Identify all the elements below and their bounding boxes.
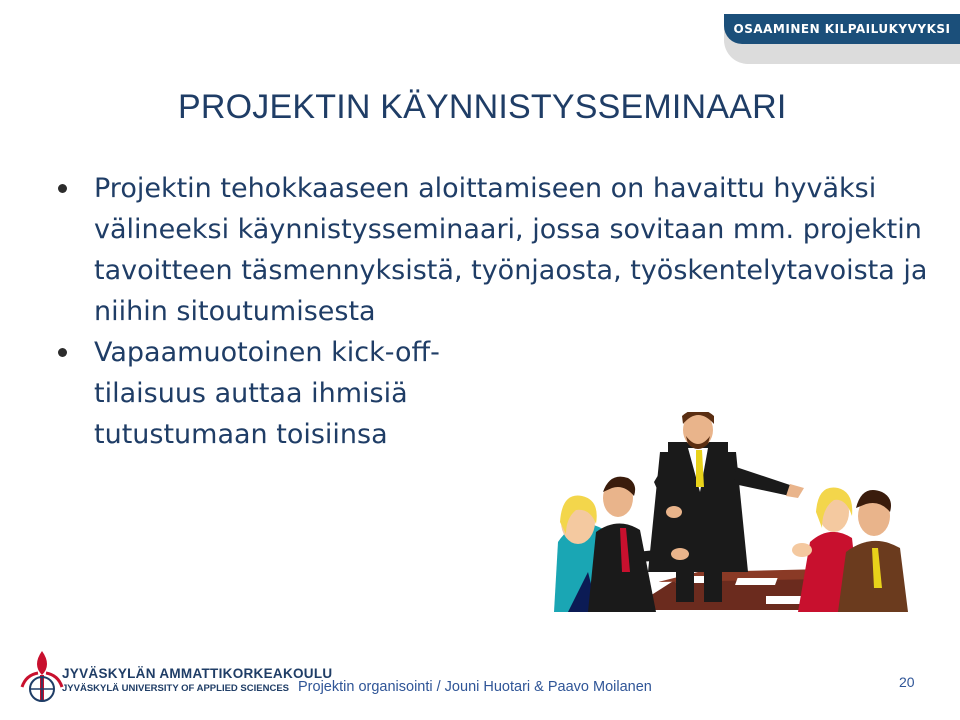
school-name xyxy=(62,666,332,694)
slide-title: PROJEKTIN KÄYNNISTYSSEMINAARI xyxy=(178,88,787,126)
bullet-text: Vapaamuotoinen kick-off-tilaisuus auttaa ihmisiä tutustumaan toisiinsa xyxy=(94,337,440,450)
bullet-item-1 xyxy=(58,168,934,332)
school-name-en: JYVÄSKYLÄ UNIVERSITY OF APPLIED SCIENCES xyxy=(62,683,289,694)
meeting-clipart xyxy=(548,412,914,612)
header-banner xyxy=(724,14,960,44)
page-number: 20 xyxy=(899,674,915,690)
footer-text: Projektin organisointi / Jouni Huotari & Paavo Moilanen xyxy=(298,679,652,695)
banner-text: OSAAMINEN KILPAILUKYVYKSI xyxy=(733,22,951,36)
school-name-fi: JYVÄSKYLÄN AMMATTIKORKEAKOULU xyxy=(62,666,333,681)
bullet-dot xyxy=(58,348,67,357)
bullet-dot xyxy=(58,184,67,193)
bullet-text: Projektin tehokkaaseen aloittamiseen on havaittu hyväksi välineeksi käynnistysseminaari, jossa sovitaan mm. projektin tavoitteen täsmennyksistä, työnjaosta, työskentelytavoista ja niihin sitoutumisesta xyxy=(94,173,928,327)
bullet-item-2 xyxy=(58,332,474,455)
